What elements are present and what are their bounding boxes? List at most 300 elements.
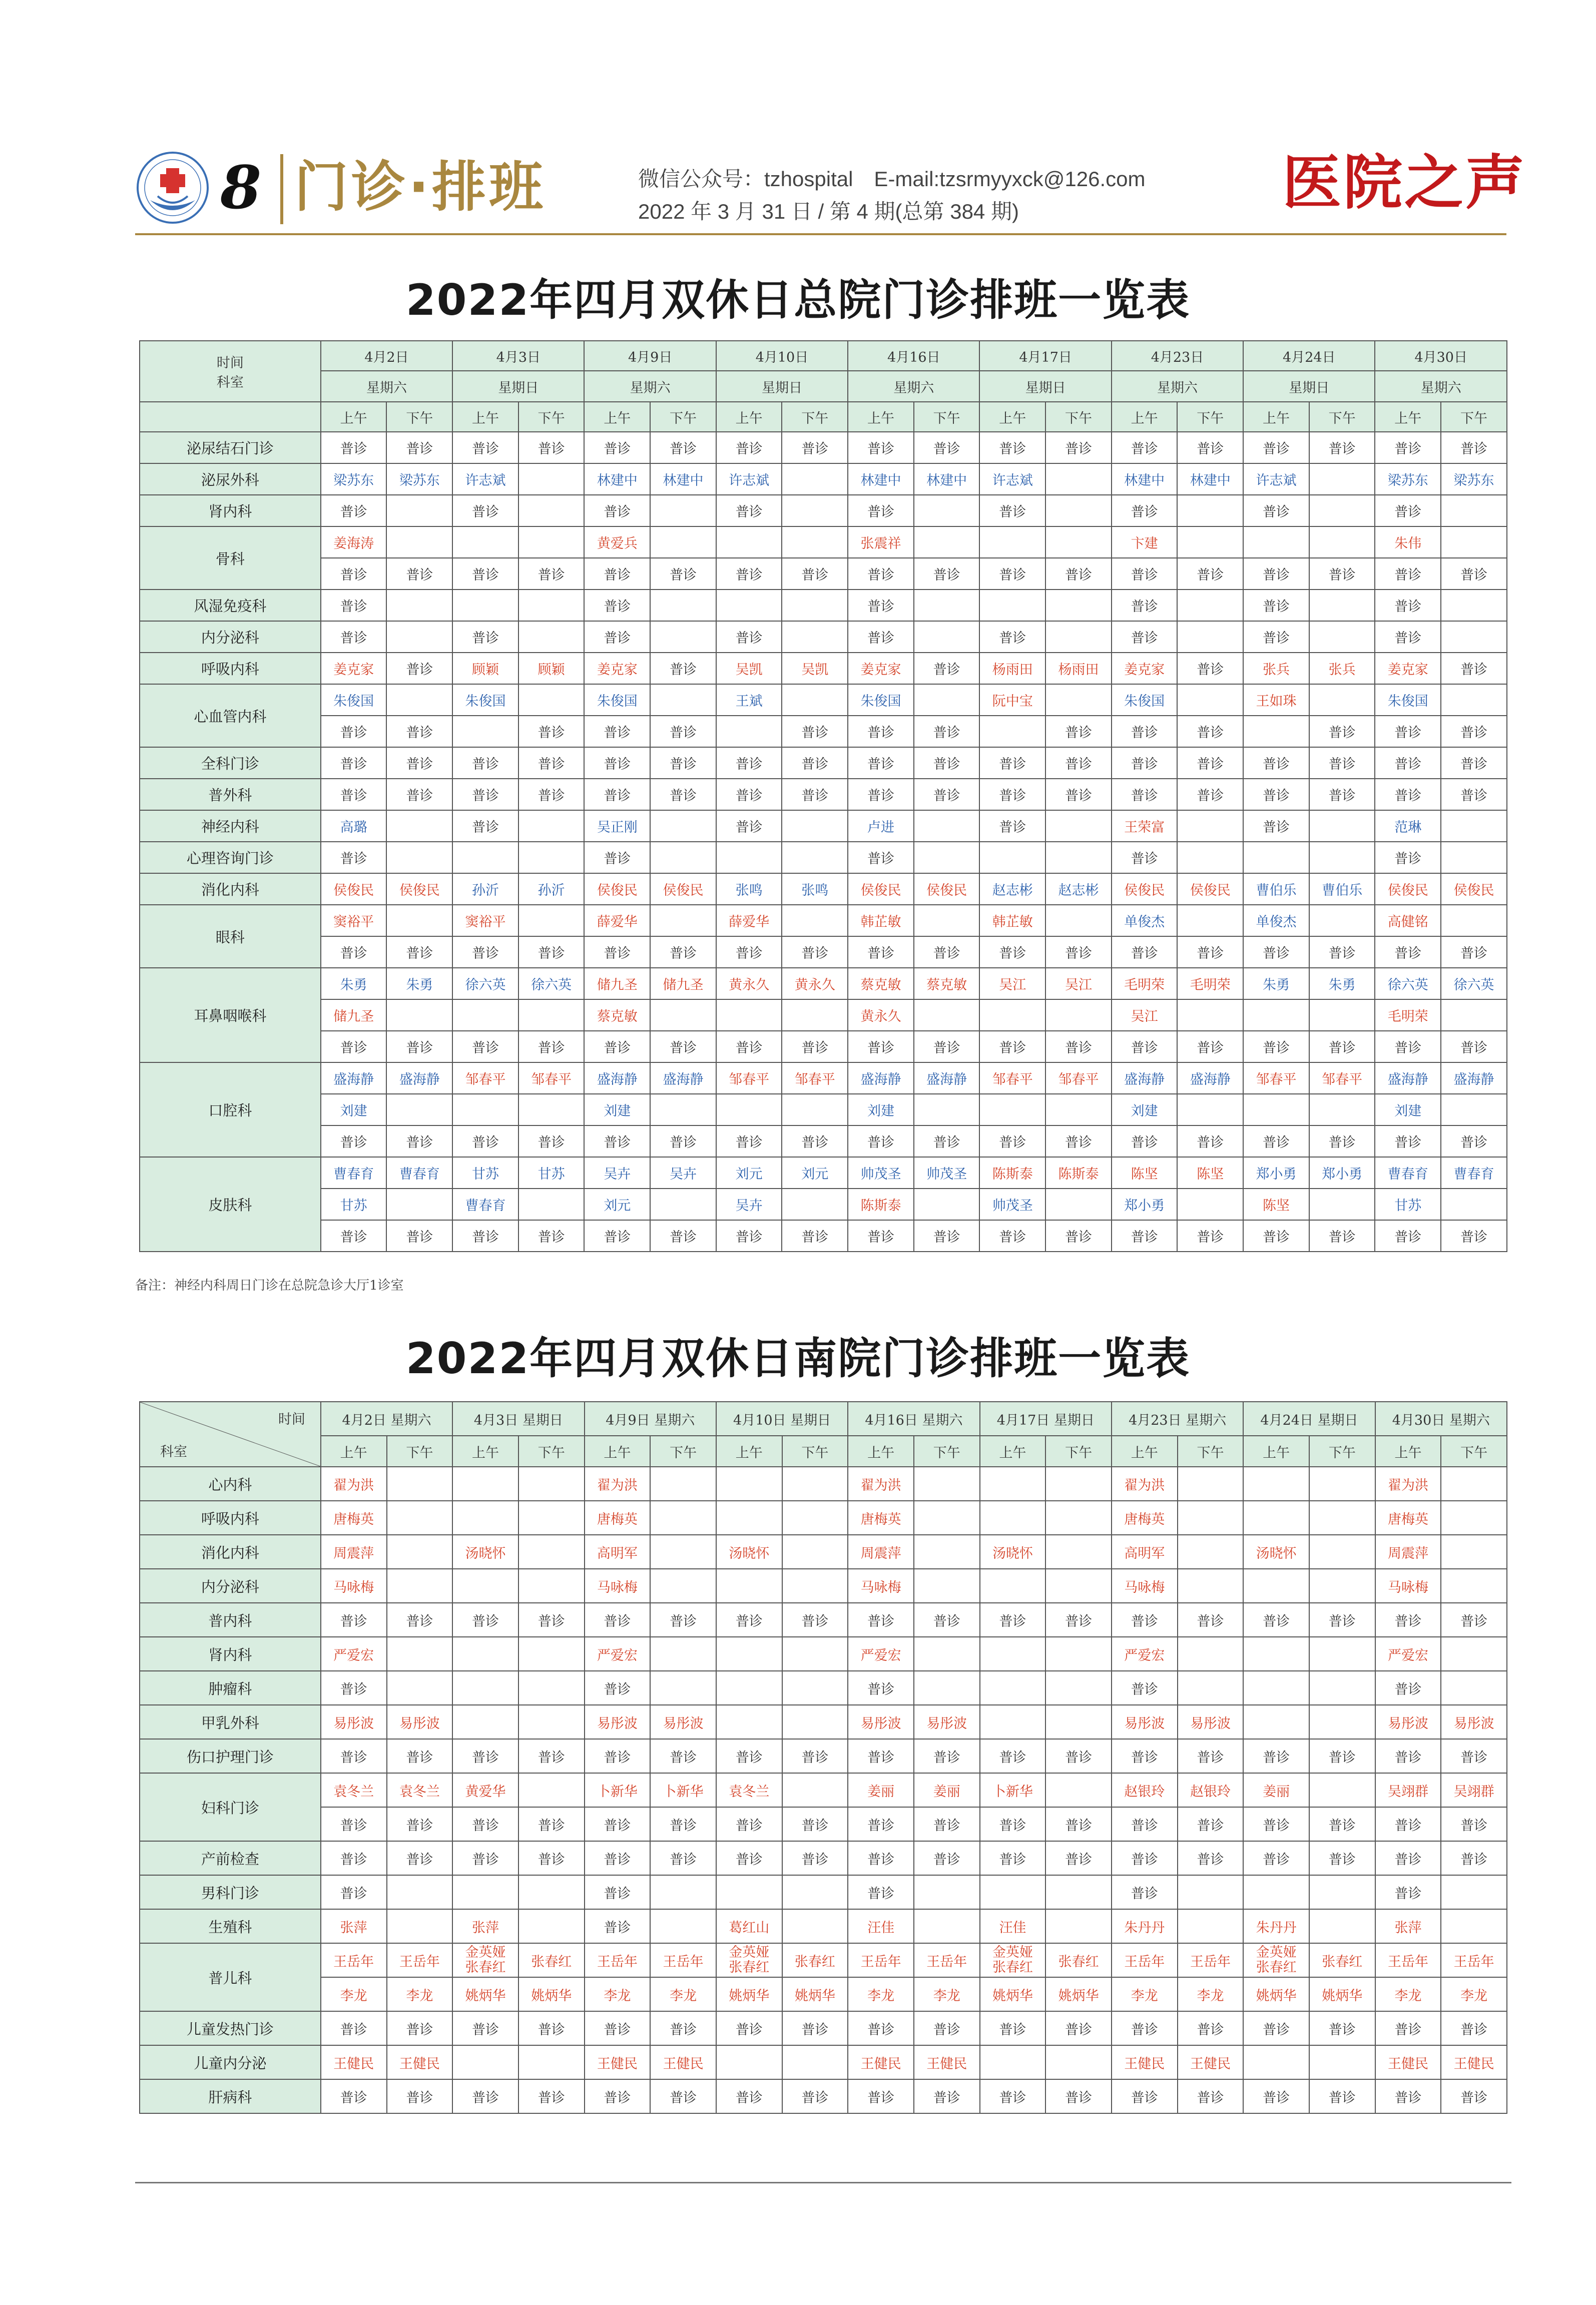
schedule-cell: 普诊	[650, 2079, 716, 2113]
date-row	[140, 341, 1507, 371]
schedule-cell: 普诊	[716, 2079, 782, 2113]
table-row	[140, 1125, 1507, 1157]
schedule-cell	[1309, 1189, 1375, 1220]
schedule-cell	[386, 495, 452, 526]
schedule-cell	[386, 526, 452, 558]
schedule-cell: 翟为洪	[848, 1467, 914, 1501]
schedule-cell	[979, 526, 1045, 558]
schedule-cell	[1441, 905, 1507, 936]
schedule-cell: 普诊	[584, 1220, 650, 1252]
schedule-cell: 普诊	[848, 1841, 914, 1875]
schedule-cell: 普诊	[518, 2079, 585, 2113]
schedule-cell	[386, 810, 452, 842]
schedule-cell: 普诊	[321, 1031, 387, 1062]
date-header: 4月24日	[1243, 341, 1375, 371]
table-row	[140, 558, 1507, 590]
department-name: 产前检查	[140, 1841, 321, 1875]
schedule-cell: 葛红山	[716, 1909, 782, 1943]
schedule-cell: 张兵	[1309, 653, 1375, 684]
schedule-cell	[1045, 463, 1112, 495]
date-header: 4月30日 星期六	[1375, 1402, 1507, 1436]
schedule-cell	[518, 1637, 585, 1671]
schedule-cell: 普诊	[584, 432, 650, 463]
schedule-cell: 薛爱华	[584, 905, 650, 936]
schedule-cell	[650, 905, 716, 936]
doctor-name-line: 张春红	[729, 1960, 770, 1975]
schedule-cell: 普诊	[848, 779, 914, 810]
schedule-cell: 单俊杰	[1112, 905, 1178, 936]
schedule-cell: 梁苏东	[1441, 463, 1507, 495]
schedule-cell	[1045, 2045, 1112, 2079]
schedule-cell: 易彤波	[914, 1705, 980, 1739]
schedule-cell: 甘苏	[321, 1189, 387, 1220]
schedule-cell: 普诊	[1045, 716, 1112, 747]
schedule-cell: 侯俊民	[1112, 873, 1178, 905]
schedule-cell: 曹春育	[1375, 1157, 1441, 1189]
schedule-cell	[518, 905, 585, 936]
schedule-cell	[1441, 1671, 1507, 1705]
schedule-cell: 普诊	[585, 2079, 651, 2113]
schedule-cell	[1177, 999, 1243, 1031]
schedule-cell: 普诊	[321, 779, 387, 810]
schedule-cell	[980, 1705, 1046, 1739]
schedule-cell: 普诊	[585, 1909, 651, 1943]
doctor-name-line: 金英娅	[992, 1945, 1033, 1960]
schedule-cell: 普诊	[782, 1841, 848, 1875]
schedule-cell: 普诊	[716, 779, 782, 810]
schedule-cell: 普诊	[321, 747, 387, 779]
pm-header: 下午	[1045, 402, 1112, 432]
schedule-cell: 普诊	[1177, 1220, 1243, 1252]
schedule-cell	[914, 590, 980, 621]
department-name: 内分泌科	[140, 621, 321, 653]
south-campus-schedule-table	[139, 1401, 1507, 2114]
schedule-cell: 普诊	[848, 842, 914, 873]
schedule-cell	[1309, 905, 1375, 936]
department-name: 伤口护理门诊	[140, 1739, 321, 1773]
schedule-cell: 普诊	[452, 936, 518, 968]
schedule-cell	[980, 1637, 1046, 1671]
weekday-header: 星期日	[452, 371, 584, 402]
schedule-cell: 林建中	[914, 463, 980, 495]
department-name: 男科门诊	[140, 1875, 321, 1909]
schedule-cell: 翟为洪	[1112, 1467, 1178, 1501]
schedule-cell: 普诊	[979, 432, 1045, 463]
schedule-cell: 普诊	[1112, 716, 1178, 747]
weekday-header: 星期六	[321, 371, 452, 402]
table-row	[140, 1773, 1507, 1807]
schedule-cell: 普诊	[1375, 2079, 1441, 2113]
schedule-cell: 黄永久	[716, 968, 782, 999]
schedule-cell: 普诊	[452, 495, 518, 526]
schedule-cell: 朱伟	[1375, 526, 1441, 558]
schedule-cell: 易彤波	[1375, 1705, 1441, 1739]
department-name: 骨科	[140, 526, 321, 590]
schedule-cell	[518, 621, 585, 653]
schedule-cell: 盛海静	[1177, 1062, 1243, 1094]
schedule-cell: 普诊	[321, 621, 387, 653]
table-row	[140, 1569, 1507, 1603]
schedule-cell	[782, 621, 848, 653]
schedule-cell: 易彤波	[1178, 1705, 1244, 1739]
corner-cell	[140, 341, 321, 402]
schedule-cell: 普诊	[650, 747, 716, 779]
schedule-cell: 易彤波	[1112, 1705, 1178, 1739]
schedule-cell: 普诊	[848, 2011, 914, 2045]
schedule-cell: 普诊	[1177, 779, 1243, 810]
schedule-cell: 普诊	[386, 747, 452, 779]
am-header: 上午	[1112, 402, 1178, 432]
pm-header: 下午	[1309, 1436, 1375, 1467]
schedule-cell: 盛海静	[386, 1062, 452, 1094]
schedule-cell	[914, 1501, 980, 1535]
department-name: 普外科	[140, 779, 321, 810]
schedule-cell: 普诊	[452, 747, 518, 779]
schedule-cell: 朱勇	[386, 968, 452, 999]
schedule-cell: 马咏梅	[585, 1569, 651, 1603]
schedule-cell: 普诊	[1243, 1031, 1309, 1062]
schedule-cell: 普诊	[1243, 621, 1309, 653]
schedule-cell: 普诊	[980, 1807, 1046, 1841]
schedule-cell: 刘建	[1112, 1094, 1178, 1125]
department-name: 呼吸内科	[140, 1501, 321, 1535]
schedule-cell	[650, 621, 716, 653]
schedule-cell: 帅茂圣	[979, 1189, 1045, 1220]
schedule-cell: 普诊	[1112, 936, 1178, 968]
schedule-cell: 张春红	[782, 1943, 848, 1977]
schedule-cell: 普诊	[980, 2011, 1046, 2045]
schedule-cell	[1178, 1637, 1244, 1671]
schedule-cell	[387, 1909, 453, 1943]
department-name: 神经内科	[140, 810, 321, 842]
schedule-cell: 普诊	[518, 936, 585, 968]
schedule-cell	[782, 1189, 848, 1220]
schedule-cell: 普诊	[979, 621, 1045, 653]
main-campus-schedule-table	[139, 340, 1507, 1252]
schedule-cell: 普诊	[1177, 936, 1243, 968]
schedule-cell: 普诊	[980, 1841, 1046, 1875]
table-row	[140, 1603, 1507, 1637]
schedule-cell	[979, 842, 1045, 873]
schedule-cell: 普诊	[848, 2079, 914, 2113]
schedule-cell: 普诊	[716, 1125, 782, 1157]
schedule-cell	[914, 1189, 980, 1220]
department-name: 肾内科	[140, 495, 321, 526]
doctor-name-line: 金英娅	[1256, 1945, 1297, 1960]
schedule-cell: 普诊	[782, 1125, 848, 1157]
schedule-cell	[452, 716, 518, 747]
schedule-cell: 普诊	[650, 558, 716, 590]
schedule-cell	[782, 2045, 848, 2079]
schedule-cell: 汪佳	[848, 1909, 914, 1943]
schedule-cell: 盛海静	[321, 1062, 387, 1094]
weekday-row	[140, 371, 1507, 402]
section-title: 门诊·排班	[294, 156, 547, 219]
schedule-cell: 林建中	[1177, 463, 1243, 495]
schedule-cell	[980, 1467, 1046, 1501]
schedule-cell: 侯俊民	[321, 873, 387, 905]
department-name: 消化内科	[140, 873, 321, 905]
schedule-cell: 普诊	[1375, 1671, 1441, 1705]
schedule-cell	[1045, 999, 1112, 1031]
schedule-cell: 朱俊国	[1375, 684, 1441, 716]
schedule-cell: 易彤波	[321, 1705, 387, 1739]
schedule-cell: 普诊	[452, 432, 518, 463]
schedule-cell	[1441, 1467, 1507, 1501]
schedule-cell	[980, 1501, 1046, 1535]
schedule-cell	[1441, 621, 1507, 653]
schedule-cell: 侯俊民	[1177, 873, 1243, 905]
schedule-cell: 普诊	[1177, 1125, 1243, 1157]
schedule-cell: 普诊	[321, 936, 387, 968]
schedule-cell: 普诊	[980, 1603, 1046, 1637]
schedule-cell: 吴江	[1045, 968, 1112, 999]
department-name: 泌尿结石门诊	[140, 432, 321, 463]
table-row	[140, 1637, 1507, 1671]
schedule-cell: 曹伯乐	[1309, 873, 1375, 905]
schedule-cell: 普诊	[1309, 779, 1375, 810]
schedule-cell: 赵银玲	[1178, 1773, 1244, 1807]
schedule-cell: 普诊	[1045, 432, 1112, 463]
schedule-cell: 普诊	[1441, 747, 1507, 779]
schedule-cell	[386, 842, 452, 873]
schedule-cell: 普诊	[914, 2011, 980, 2045]
schedule-cell: 蔡克敏	[584, 999, 650, 1031]
schedule-cell	[1045, 1535, 1112, 1569]
schedule-cell	[782, 590, 848, 621]
schedule-cell	[518, 684, 585, 716]
table-row	[140, 1157, 1507, 1189]
schedule-cell: 王健民	[848, 2045, 914, 2079]
table-row	[140, 1977, 1507, 2011]
schedule-cell: 普诊	[584, 936, 650, 968]
schedule-cell: 普诊	[1243, 558, 1309, 590]
schedule-cell: 刘元	[782, 1157, 848, 1189]
date-header: 4月10日	[716, 341, 848, 371]
schedule-cell: 翟为洪	[321, 1467, 387, 1501]
schedule-cell: 普诊	[914, 1739, 980, 1773]
schedule-cell	[1045, 1189, 1112, 1220]
schedule-cell: 张春红	[1309, 1943, 1375, 1977]
schedule-cell: 周震萍	[1375, 1535, 1441, 1569]
schedule-cell	[782, 1467, 848, 1501]
schedule-cell: 李龙	[1178, 1977, 1244, 2011]
schedule-cell	[387, 1535, 453, 1569]
doctor-name-line: 张春红	[992, 1960, 1033, 1975]
table-row	[140, 463, 1507, 495]
schedule-cell: 王如珠	[1243, 684, 1309, 716]
schedule-cell: 普诊	[782, 716, 848, 747]
schedule-cell	[782, 1705, 848, 1739]
schedule-cell: 普诊	[848, 432, 914, 463]
schedule-cell: 普诊	[1375, 495, 1441, 526]
schedule-cell: 普诊	[914, 653, 980, 684]
schedule-cell	[914, 621, 980, 653]
schedule-cell: 普诊	[452, 779, 518, 810]
table-row	[140, 968, 1507, 999]
schedule-cell: 普诊	[716, 936, 782, 968]
schedule-cell: 普诊	[387, 1603, 453, 1637]
schedule-cell	[386, 905, 452, 936]
schedule-cell: 普诊	[1243, 936, 1309, 968]
schedule-cell: 普诊	[386, 1031, 452, 1062]
schedule-cell: 翟为洪	[585, 1467, 651, 1501]
schedule-cell: 王荣富	[1112, 810, 1178, 842]
schedule-cell: 姚炳华	[452, 1977, 518, 2011]
schedule-cell: 普诊	[452, 1739, 518, 1773]
schedule-cell: 普诊	[1441, 2011, 1507, 2045]
schedule-cell: 姜克家	[1112, 653, 1178, 684]
schedule-cell: 普诊	[914, 1125, 980, 1157]
schedule-cell	[1441, 1094, 1507, 1125]
schedule-cell: 郑小勇	[1309, 1157, 1375, 1189]
schedule-cell: 王岳年	[1112, 1943, 1178, 1977]
schedule-cell: 邹春平	[782, 1062, 848, 1094]
schedule-cell: 帅茂圣	[848, 1157, 914, 1189]
schedule-cell: 普诊	[452, 1841, 518, 1875]
schedule-cell: 甘苏	[452, 1157, 518, 1189]
schedule-cell: 马咏梅	[1375, 1569, 1441, 1603]
schedule-cell: 普诊	[979, 936, 1045, 968]
schedule-cell: 顾颖	[518, 653, 585, 684]
schedule-cell: 普诊	[518, 1603, 585, 1637]
schedule-cell: 普诊	[1309, 716, 1375, 747]
schedule-cell: 侯俊民	[1375, 873, 1441, 905]
schedule-cell: 易彤波	[585, 1705, 651, 1739]
schedule-cell: 普诊	[914, 779, 980, 810]
schedule-cell: 邹春平	[716, 1062, 782, 1094]
schedule-cell	[1045, 526, 1112, 558]
schedule-cell: 曹伯乐	[1243, 873, 1309, 905]
schedule-cell: 曹春育	[452, 1189, 518, 1220]
schedule-cell	[1309, 1875, 1375, 1909]
schedule-cell: 普诊	[650, 1220, 716, 1252]
schedule-cell	[1177, 842, 1243, 873]
schedule-cell	[452, 590, 518, 621]
schedule-cell: 普诊	[914, 2079, 980, 2113]
schedule-cell	[1441, 526, 1507, 558]
table-row	[140, 432, 1507, 463]
schedule-cell: 普诊	[650, 2011, 716, 2045]
schedule-cell: 普诊	[979, 1031, 1045, 1062]
schedule-cell	[1177, 1094, 1243, 1125]
schedule-cell	[782, 495, 848, 526]
schedule-cell: 张春红	[518, 1943, 585, 1977]
schedule-cell: 侯俊民	[848, 873, 914, 905]
schedule-cell: 普诊	[1375, 1841, 1441, 1875]
schedule-cell	[1309, 1671, 1375, 1705]
schedule-cell: 普诊	[716, 2011, 782, 2045]
schedule-cell: 普诊	[782, 936, 848, 968]
schedule-cell: 张兵	[1243, 653, 1309, 684]
schedule-cell: 易彤波	[848, 1705, 914, 1739]
schedule-cell: 林建中	[650, 463, 716, 495]
schedule-cell: 姚炳华	[782, 1977, 848, 2011]
weekday-header: 星期日	[979, 371, 1111, 402]
table1-title: 2022年四月双休日总院门诊排班一览表	[405, 275, 1191, 325]
schedule-cell	[914, 1535, 980, 1569]
table-row	[140, 1943, 1507, 1977]
am-header: 上午	[848, 402, 914, 432]
schedule-cell: 普诊	[716, 495, 782, 526]
schedule-cell: 陈坚	[1177, 1157, 1243, 1189]
schedule-cell	[1045, 810, 1112, 842]
department-name: 儿童发热门诊	[140, 2011, 321, 2045]
schedule-cell: 普诊	[1309, 1739, 1375, 1773]
schedule-cell: 普诊	[1045, 1125, 1112, 1157]
contact-info: 微信公众号：tzhospital E-mail:tzsrmyyxck@126.com	[638, 167, 1146, 191]
period-row	[140, 402, 1507, 432]
pm-header: 下午	[387, 1436, 453, 1467]
schedule-cell: 普诊	[1045, 1220, 1112, 1252]
schedule-cell: 侯俊民	[584, 873, 650, 905]
schedule-cell: 普诊	[650, 1807, 716, 1841]
schedule-cell: 卜新华	[980, 1773, 1046, 1807]
schedule-cell	[782, 810, 848, 842]
schedule-cell: 普诊	[452, 2011, 518, 2045]
schedule-cell: 窦裕平	[452, 905, 518, 936]
schedule-cell: 普诊	[1309, 747, 1375, 779]
schedule-cell: 李龙	[650, 1977, 716, 2011]
schedule-cell: 普诊	[321, 432, 387, 463]
schedule-cell: 普诊	[650, 653, 716, 684]
schedule-cell: 严爱宏	[848, 1637, 914, 1671]
schedule-cell: 普诊	[782, 432, 848, 463]
schedule-cell	[1178, 1671, 1244, 1705]
department-name: 心血管内科	[140, 684, 321, 747]
table-row	[140, 1062, 1507, 1094]
schedule-cell	[716, 1637, 782, 1671]
schedule-cell: 普诊	[518, 1807, 585, 1841]
schedule-cell: 普诊	[716, 432, 782, 463]
schedule-cell: 普诊	[321, 2011, 387, 2045]
schedule-cell: 盛海静	[584, 1062, 650, 1094]
schedule-cell: 普诊	[1178, 1841, 1244, 1875]
schedule-cell	[518, 495, 585, 526]
schedule-cell	[1441, 1909, 1507, 1943]
schedule-cell	[650, 1189, 716, 1220]
schedule-cell: 马咏梅	[848, 1569, 914, 1603]
schedule-cell: 姜克家	[321, 653, 387, 684]
schedule-cell	[914, 1909, 980, 1943]
schedule-cell: 张鸣	[716, 873, 782, 905]
pm-header: 下午	[1177, 402, 1243, 432]
schedule-cell: 普诊	[1177, 432, 1243, 463]
schedule-cell	[650, 1909, 716, 1943]
schedule-cell	[1309, 1569, 1375, 1603]
schedule-cell	[452, 1569, 518, 1603]
schedule-cell: 普诊	[387, 2079, 453, 2113]
schedule-cell: 普诊	[321, 1125, 387, 1157]
schedule-cell	[650, 842, 716, 873]
schedule-cell: 普诊	[387, 1841, 453, 1875]
schedule-cell	[716, 2045, 782, 2079]
schedule-cell	[1178, 1467, 1244, 1501]
schedule-cell: 盛海静	[1441, 1062, 1507, 1094]
footer-rule	[135, 2182, 1511, 2183]
header-rule	[135, 233, 1506, 235]
schedule-cell	[1309, 621, 1375, 653]
schedule-cell: 普诊	[321, 1671, 387, 1705]
schedule-cell: 曹春育	[321, 1157, 387, 1189]
table-row	[140, 873, 1507, 905]
schedule-cell	[650, 810, 716, 842]
am-header: 上午	[1375, 402, 1441, 432]
schedule-cell: 王岳年	[650, 1943, 716, 1977]
schedule-cell	[1178, 1569, 1244, 1603]
schedule-cell: 普诊	[650, 1125, 716, 1157]
schedule-cell	[782, 1875, 848, 1909]
